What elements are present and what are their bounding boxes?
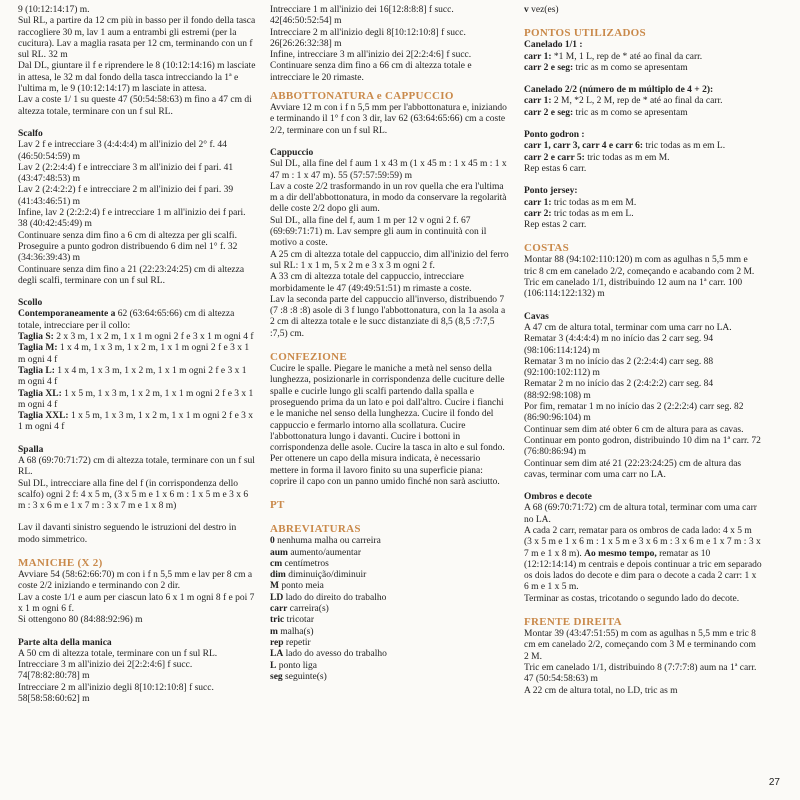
- abbr-key: LA: [270, 649, 284, 660]
- paragraph: Cucire le spalle. Piegare le maniche a metà nel senso della lunghezza, posizionarle in corrispondenza delle cuciture delle spalle e cucirle lungo gli scalfi partendo dalla spalla e proseguendo prima da un lato e poi dall'altro. Cucire i fianchi e le maniche nel senso della lunghezza. Cucire il fondo del cappuccio e fermarlo intorno alla scollatura. Cucire l'abbottonatura lungo i davanti. Cucire i bottoni in corrispondenza delle asole. Cucire la tasca in alto e sul fondo. Per ottenere un capo della misura indicata, è necessario mettere in forma il lavoro finito su una superficie piana: coprire il capo con un panno umido finché non sarà asciutto.: [270, 364, 505, 487]
- paragraph: Terminar as costas, tricotando o segundo lado do decote.: [524, 593, 740, 604]
- abbr-value: ponto meia: [278, 581, 324, 592]
- row-text: tric todas as m em M.: [551, 197, 637, 208]
- size-text: 1 x 5 m, 1 x 3 m, 1 x 2 m, 1 x 1 m ogni 2 f e 3 x 1 m ogni 4 f: [18, 388, 254, 410]
- abbr-key: LD: [270, 592, 284, 603]
- paragraph: Sul DL, alla fine del f, aum 1 m per 12 v ogni 2 f. 67 (69:69:71:71) m. Lav sempre gli aum in continuità con il motivo a coste.: [270, 215, 487, 249]
- stitch-row: [524, 164, 762, 175]
- subheading-parte-alta: Parte alta della manica: [18, 637, 112, 648]
- abbr-key: tric: [270, 615, 285, 626]
- paragraph: Continuar em ponto godron, distribuindo 10 dim na 1ª carr. 72 (76:80:86:94) m: [524, 435, 761, 458]
- size-label: Taglia XL:: [18, 388, 62, 399]
- subheading-scalfo: Scalfo: [18, 128, 43, 139]
- paragraph: Lav 2 (2:4:2:2) f e intrecciare 2 m all'inizio dei f pari. 39 (41:43:46:51) m: [18, 185, 234, 207]
- paragraph: Montar 88 (94:102:110:120) m com as agulhas n 5,5 mm e tric 8 cm em canelado 2/2, começando e acabando com 2 M.: [524, 255, 755, 277]
- paragraph: Continuare senza dim fino a 66 cm di altezza totale e intrecciare le 20 rimaste.: [270, 61, 472, 83]
- paragraph: Por fim, rematar 1 m no início das 2 (2:2:2:4) carr seg. 82 (86:90:96:104) m: [524, 402, 744, 424]
- paragraph: Si ottengono 80 (84:88:92:96) m: [18, 615, 143, 626]
- paragraph: [524, 526, 762, 594]
- size-label: Taglia L:: [18, 365, 55, 376]
- abbreviation-item: [270, 548, 510, 559]
- section-maniche: MANICHE (X 2): [18, 557, 103, 570]
- abbreviation-item: [270, 649, 510, 660]
- paragraph: Avviare 54 (58:62:66:70) m con i f n 5,5 mm e lav per 8 cm a coste 2/2 iniziando e terminando con 2 dir.: [18, 570, 253, 592]
- abbreviation-item: [524, 5, 762, 16]
- paragraph: Intrecciare 2 m all'inizio degli 8[10:12:10:8] f succ. 58[58:58:60:62] m: [18, 682, 214, 705]
- row-text: tric todas as m em L.: [643, 141, 726, 152]
- abbr-key: v: [524, 5, 529, 15]
- abbr-value: lado do direito do trabalho: [283, 592, 387, 603]
- subheading-canelado-11: Canelado 1/1 :: [524, 40, 583, 51]
- stitch-row: [524, 153, 762, 164]
- abbr-value: repetir: [283, 637, 311, 648]
- size-text: 2 x 3 m, 1 x 2 m, 1 x 1 m ogni 2 f e 3 x 1 m ogni 4 f: [53, 332, 254, 343]
- size-line: [18, 411, 256, 434]
- paragraph: Lav la seconda parte del cappuccio all'inverso, distribuendo 7 (7 :8 :8 :8) asole di 3 f lungo l'abbottonatura, con la 1a asola a 2 cm di altezza totale e le succ distanziate di 8,5 (8,5 :7:7,5 :7,5) cm.: [270, 294, 506, 339]
- paragraph: Rematar 3 (4:4:4:4) m no início das 2 carr seg. 94 (98:106:114:124) m: [524, 334, 714, 356]
- abbr-value: tricotar: [284, 615, 315, 626]
- paragraph: Lav il davanti sinistro seguendo le istruzioni del destro in modo simmetrico.: [18, 523, 237, 545]
- row-label: carr 1, carr 3, carr 4 e carr 6:: [524, 141, 644, 152]
- size-text: 1 x 4 m, 1 x 3 m, 1 x 2 m, 1 x 1 m ogni 2 f e 3 x 1 m ogni 4 f: [18, 365, 247, 388]
- column-3: [524, 5, 762, 697]
- bold-text: Contemporaneamente a: [18, 309, 116, 320]
- section-frente-direita: FRENTE DIREITA: [524, 616, 622, 629]
- paragraph: Lav a coste 1/1 e aum per ciascun lato 6 x 1 m ogni 8 f e poi 7 x 1 m ogni 6 f.: [18, 592, 255, 614]
- row-text: tric as m como se apresentam: [573, 62, 688, 73]
- paragraph: A 50 cm di altezza totale, terminare con un f sul RL.: [18, 648, 218, 659]
- language-label-pt: PT: [270, 499, 285, 512]
- paragraph: Continuar sem dim até obter 6 cm de altura para as cavas.: [524, 424, 744, 435]
- row-label: carr 2:: [524, 208, 552, 219]
- paragraph: 9 (10:12:14:17) m.: [18, 5, 90, 15]
- paragraph: Avviare 12 m con i f n 5,5 mm per l'abbottonatura e, iniziando e terminando il 1° f con 3 dir, lav 62 (63:64:65:66) cm a coste 2/2, terminare con un f sul RL.: [270, 103, 507, 136]
- stitch-row: [524, 96, 762, 107]
- paragraph: A 25 cm di altezza totale del cappuccio, dim all'inizio del ferro sul RL: 1 x 1 m, 5 x 2 m e 3 x 3 m ogni 2 f.: [270, 249, 509, 271]
- abbr-value: malha(s): [277, 626, 314, 637]
- row-label: carr 1:: [524, 51, 552, 62]
- subheading-ombros: Ombros e decote: [524, 492, 592, 503]
- abbreviation-list: [270, 536, 510, 683]
- abbreviation-item: [270, 672, 510, 683]
- size-line: [18, 366, 256, 389]
- abbreviation-item: [270, 604, 510, 615]
- paragraph: Montar 39 (43:47:51:55) m com as agulhas n 5,5 mm e tric 8 cm em canelado 2/2, começando com 3 M e terminando com 2 M.: [524, 629, 756, 662]
- row-text: tric as m como se apresentam: [573, 107, 688, 118]
- section-pontos-utilizados: PONTOS UTILIZADOS: [524, 27, 646, 40]
- paragraph: A 68 (69:70:71:72) cm de altura total, terminar com uma carr no LA.: [524, 503, 757, 525]
- abbreviation-item: [270, 638, 510, 649]
- section-abreviaturas: ABREVIATURAS: [270, 523, 361, 536]
- abbr-key: aum: [270, 547, 288, 558]
- abbr-key: carr: [270, 604, 288, 615]
- size-label: Taglia XXL:: [18, 411, 69, 422]
- row-label: carr 2 e seg:: [524, 107, 574, 118]
- row-text: *1 M, 1 L, rep de * até ao final da carr.: [551, 51, 703, 62]
- paragraph: Continuare senza dim fino a 6 cm di altezza per gli scalfi.: [18, 230, 237, 241]
- abbr-value: aumento/aumentar: [287, 547, 362, 558]
- text: rematar as 10 (12:12:14:14) m centrais e depois continuar a tric em separado os dois lados do decote e dim para o decote a cada 2 carr: 1 x 6 m e 1 x 5 m.: [524, 548, 762, 593]
- paragraph: Lav 2 f e intrecciare 3 (4:4:4:4) m all'inizio del 2° f. 44 (46:50:54:59) m: [18, 140, 227, 162]
- paragraph: Intrecciare 3 m all'inizio dei 2[2:2:4:6] f succ. 74[78:82:80:78] m: [18, 660, 193, 682]
- subheading-spalla: Spalla: [18, 444, 44, 455]
- paragraph: Proseguire a punto godron distribuendo 6 dim nel 1° f. 32 (34:36:39:43) m: [18, 241, 238, 264]
- bold-text: Ao mesmo tempo,: [584, 548, 657, 559]
- column-2: [270, 5, 510, 683]
- abbreviation-item: [270, 593, 510, 604]
- stitch-row: [524, 52, 762, 63]
- row-text: tric todas as m em M.: [584, 152, 670, 163]
- size-line: [18, 343, 256, 366]
- row-text: 2 M, *2 L, 2 M, rep de * até ao final da carr.: [551, 96, 723, 107]
- stitch-row: [524, 220, 762, 231]
- section-costas: COSTAS: [524, 242, 569, 255]
- paragraph: A 47 cm de altura total, terminar com uma carr no LA.: [524, 322, 732, 333]
- abbr-value: lado do avesso do trabalho: [283, 649, 387, 660]
- abbr-value: vez(es): [528, 5, 559, 15]
- paragraph: Lav a coste 2/2 trasformando in un rov quella che era l'ultima m a dir dell'abbottonatura, in modo da conservare la regolarità delle coste 2/2 dopo gli aum.: [270, 181, 507, 215]
- abbr-value: centímetros: [282, 558, 329, 569]
- abbr-value: carreira(s): [287, 604, 329, 615]
- abbr-value: seguinte(s): [282, 671, 327, 682]
- subheading-godron: Ponto godron :: [524, 130, 585, 141]
- paragraph: Intrecciare 2 m all'inizio degli 8[10:12:10:8] f succ. 26[26:26:32:38] m: [270, 27, 466, 49]
- subheading-cavas: Cavas: [524, 311, 549, 322]
- paragraph: Lav a coste 1/ 1 su queste 47 (50:54:58:63) m fino a 47 cm di altezza totale, terminare con un f sul RL.: [18, 95, 252, 117]
- stitch-row: [524, 63, 762, 74]
- row-label: carr 2 e seg:: [524, 62, 574, 73]
- subheading-canelado-22: Canelado 2/2 (número de m múltiplo de 4 + 2):: [524, 85, 714, 96]
- paragraph: Intrecciare 1 m all'inizio dei 16[12:8:8:8] f succ. 42[46:50:52:54] m: [270, 5, 454, 27]
- text: 62 (63:64:65:66) cm di altezza totale, intrecciare per il collo:: [18, 309, 235, 331]
- size-line: [18, 389, 256, 412]
- abbreviation-item: [270, 615, 510, 626]
- abbreviation-item: [270, 536, 510, 547]
- paragraph: Tric em canelado 1/1, distribuindo 12 aum na 1ª carr. 100 (106:114:122:132) m: [524, 278, 743, 300]
- abbreviation-item: [270, 661, 510, 672]
- size-text: 1 x 5 m, 1 x 3 m, 1 x 2 m, 1 x 1 m ogni 2 f e 3 x 1 m ogni 4 f: [18, 411, 254, 433]
- paragraph: A 68 (69:70:71:72) cm di altezza totale, terminare con un f sul RL.: [18, 455, 255, 478]
- paragraph: Lav 2 (2:2:4:4) f e intrecciare 3 m all'inizio dei f pari. 41 (43:47:48:53) m: [18, 162, 234, 185]
- subheading-scollo: Scollo: [18, 298, 43, 309]
- paragraph: Infine, lav 2 (2:2:2:4) f e intrecciare 1 m all'inizio dei f pari. 38 (40:42:45:49) m: [18, 208, 246, 230]
- paragraph: Infine, intrecciare 3 m all'inizio dei 2[2:2:4:6] f succ.: [270, 50, 472, 61]
- page-number: 27: [768, 777, 780, 788]
- paragraph: Continuar sem dim até 21 (22:23:24:25) cm de altura das cavas, terminar com uma carr no LA.: [524, 458, 742, 480]
- paragraph: Sul RL, a partire da 12 cm più in basso per il fondo della tasca raccogliere 30 m, lav 1 aum a entrambi gli estremi (per la cucitura). Lav a maglia rasata per 12 cm, terminando con un f sul RL. 32 m: [18, 16, 256, 61]
- stitch-row: [524, 141, 762, 152]
- text: A cada 2 carr, rematar para os ombros de cada lado: 4 x 5 m (3 x 5 m e 1 x 6 m : 1 x 5 m e 3 x 6 m : 3 x 6 m e 1 x 7 m : 3 x 7 m e 1 x 8 m).: [524, 525, 761, 559]
- size-text: 1 x 4 m, 1 x 3 m, 1 x 2 m, 1 x 1 m ogni 2 f e 3 x 1 m ogni 4 f: [18, 343, 250, 365]
- section-confezione: CONFEZIONE: [270, 351, 347, 364]
- row-text: tric todas as m em L.: [551, 208, 634, 219]
- row-label: carr 2 e carr 5:: [524, 152, 585, 163]
- abbr-key: cm: [270, 558, 283, 569]
- row-label: carr 1:: [524, 96, 552, 107]
- size-line: [18, 332, 256, 343]
- paragraph: Dal DL, giuntare il f e riprendere le 8 (10:12:14:16) m lasciate in attesa, le 32 m dal fondo della tasca intrecciando la 1ª e l'ultima m, le 9 (10:12:14:17) m lasciate in attesa.: [18, 61, 256, 95]
- column-1: [18, 5, 256, 705]
- abbr-key: m: [270, 626, 278, 637]
- subheading-jersey: Ponto jersey:: [524, 186, 578, 197]
- paragraph: A 33 cm di altezza totale del cappuccio, intrecciare morbidamente le 47 (49:49:51:51) m rimaste a coste.: [270, 272, 472, 294]
- abbr-key: dim: [270, 570, 286, 581]
- abbr-value: nenhuma malha ou carreira: [274, 536, 381, 547]
- abbreviation-item: [270, 559, 510, 570]
- paragraph: [18, 309, 256, 332]
- abbr-value: ponto liga: [276, 660, 317, 671]
- row-text: Rep estas 6 carr.: [524, 163, 587, 174]
- abbreviation-item: [270, 627, 510, 638]
- size-label: Taglia M:: [18, 343, 58, 354]
- subheading-cappuccio: Cappuccio: [270, 147, 314, 158]
- abbr-key: 0: [270, 536, 275, 547]
- section-abbottonatura: ABBOTTONATURA e CAPPUCCIO: [270, 90, 454, 103]
- paragraph: A 22 cm de altura total, no LD, tric as m: [524, 685, 678, 696]
- paragraph: Rematar 3 m no início das 2 (2:2:4:4) carr seg. 88 (92:100:102:112) m: [524, 356, 714, 379]
- abbr-key: L: [270, 660, 277, 671]
- paragraph: Sul DL, intrecciare alla fine del f (in corrispondenza dello scalfo) ogni 2 f: 4 x 5 m, (3 x 5 m e 1 x 6 m : 1 x 5 m e 3 x 6 m : 3 x 6 m e 1 x 7 m : 3 x 7 m e 1 x 8 m): [18, 478, 249, 512]
- stitch-row: [524, 209, 762, 220]
- abbr-value: diminuição/diminuir: [285, 570, 367, 581]
- row-text: Rep estas 2 carr.: [524, 220, 587, 231]
- paragraph: Continuare senza dim fino a 21 (22:23:24:25) cm di altezza degli scalfi, terminare con un f sul RL.: [18, 264, 245, 286]
- stitch-row: [524, 198, 762, 209]
- abbr-key: rep: [270, 637, 284, 648]
- paragraph: Rematar 2 m no início das 2 (2:4:2:2) carr seg. 84 (88:92:98:108) m: [524, 379, 714, 401]
- abbreviation-item: [270, 570, 510, 581]
- paragraph: Sul DL, alla fine del f aum 1 x 43 m (1 x 45 m : 1 x 45 m : 1 x 47 m : 1 x 47 m). 55 (57:57:59:59) m: [270, 159, 507, 181]
- size-label: Taglia S:: [18, 332, 54, 343]
- paragraph: Tric em canelado 1/1, distribuindo 8 (7:7:7:8) aum na 1ª carr. 47 (50:54:58:63) m: [524, 662, 757, 685]
- abbreviation-item: [270, 581, 510, 592]
- row-label: carr 1:: [524, 197, 552, 208]
- abbr-key: seg: [270, 671, 283, 682]
- stitch-row: [524, 108, 762, 119]
- abbr-key: M: [270, 581, 279, 592]
